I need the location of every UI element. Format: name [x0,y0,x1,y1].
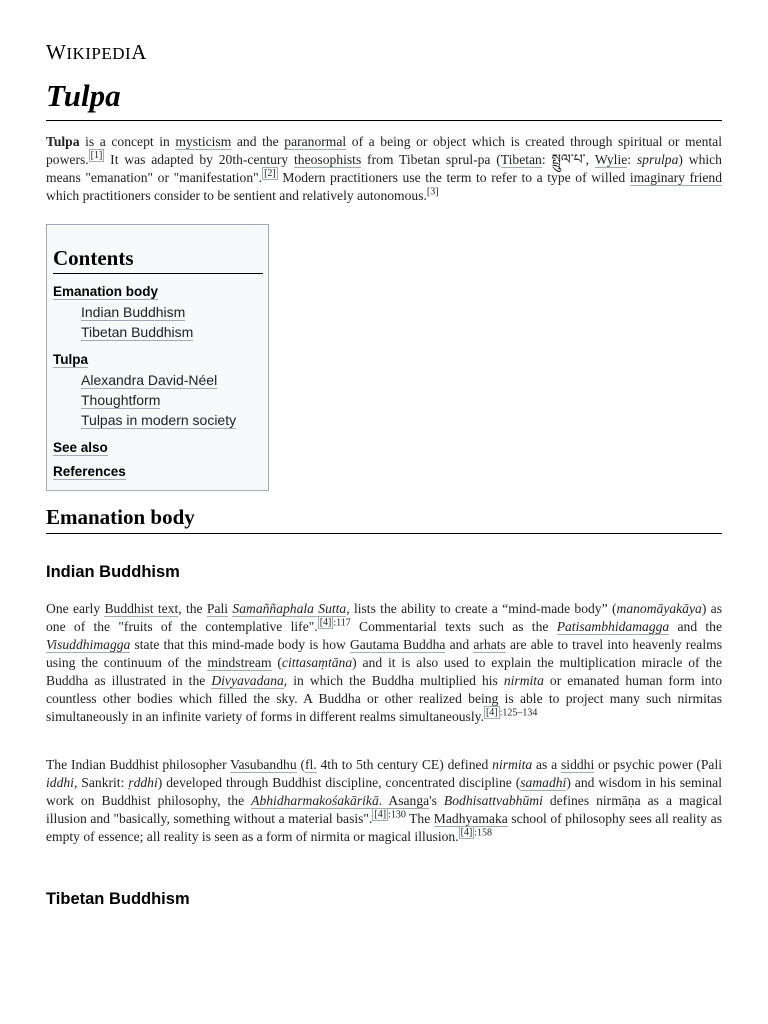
wordmark-initial: W [46,40,67,64]
link-arhats[interactable]: arhats [473,637,506,652]
link-abhidharmakosakarika[interactable]: Abhidharmakośakārikā [251,793,379,808]
link-mindstream[interactable]: mindstream [207,655,272,670]
link-siddhi[interactable]: siddhi [561,757,595,772]
subsection-heading-tibetan-buddhism: Tibetan Buddhism [46,890,190,908]
link-pali[interactable]: Pali [206,601,229,616]
toc-item-emanation-body[interactable]: Emanation body [53,284,159,299]
link-mysticism[interactable]: mysticism [175,134,232,149]
citation-4b[interactable]: [4] [485,707,498,719]
link-tibetan-language[interactable]: Tibetan [500,152,542,167]
toc-item-see-also[interactable]: See also [53,440,108,455]
wordmark-middle: IKIPEDI [66,44,132,63]
subsection-heading-indian-buddhism: Indian Buddhism [46,563,180,581]
citation-1[interactable]: [1] [90,150,103,162]
link-imaginary-friend[interactable]: imaginary friend [629,170,722,185]
link-asanga[interactable]: Asanga [388,793,430,808]
link-theosophists[interactable]: theosophists [294,152,362,167]
table-of-contents [46,224,269,491]
link-samadhi[interactable]: samadhi [520,775,567,790]
page-title: Tulpa [46,76,722,121]
link-paranormal[interactable]: paranormal [284,134,347,149]
toc-heading: Contents [53,245,263,274]
toc-item-thoughtform[interactable]: Thoughtform [81,392,161,408]
link-patisambhidamagga[interactable]: Patisambhidamagga [556,619,670,634]
toc-item-alexandra-david-neel[interactable]: Alexandra David-Néel [81,372,218,388]
link-samannaphala-sutta[interactable]: Samaññaphala Sutta [232,601,347,616]
wordmark-final: A [131,40,147,64]
tibetan-script: སྤྲུལ་པ་ [551,152,586,168]
citation-2[interactable]: [2] [264,168,276,180]
section-heading-emanation-body: Emanation body [46,504,722,534]
link-madhyamaka[interactable]: Madhyamaka [433,811,508,826]
wikipedia-wordmark[interactable] [46,40,147,65]
toc-item-indian-buddhism[interactable]: Indian Buddhism [81,304,186,320]
toc-item-tibetan-buddhism[interactable]: Tibetan Buddhism [81,324,194,340]
paragraph-indian-2: The Indian Buddhist philosopher Vasubandhu (fl. 4th to 5th century CE) defined nirmita as a siddhi or psychic power (Pali iddhi, Sankrit: ṛddhi) developed through Buddhist discipline, concentrated discipline (samadhi) and wisdom in his seminal work on Buddhist philosophy, the Abhidharmakośakārikā. Asanga's Bodhisattvabhūmi defines nirmāṇa as a magical illusion and "basically, something without a material basis". $^{[4] :130}$ The Madhyamaka school of philosophy sees all reality as empty of essence; all reality is seen as a form of nirmita or magical illusion. $^{[4] :158}$ [46,757,723,844]
intro-paragraph: Tulpa is a concept in mysticism and the paranormal of a being or object which is created through spiritual or mental powers. [1] It was adapted by 20th-century theosophists from Tibetan sprul-pa (Tibetan: སྤྲུལ་པ་, Wylie: sprulpa) which means "emanation" or "manifestation". [2] Modern practitioners use the term to refer to a type of willed imaginary friend which practitioners consider to be sentient and relatively autonomous.[3] [46,134,722,203]
citation-3[interactable]: [3] [426,186,439,198]
toc-item-tulpa[interactable]: Tulpa [53,352,88,367]
citation-4c[interactable]: [4] [374,809,387,821]
link-wylie[interactable]: Wylie [594,152,628,167]
citation-4d[interactable]: [4] [460,827,473,839]
link-gautama-buddha[interactable]: Gautama Buddha [349,637,446,652]
paragraph-indian-1: One early Buddhist text, the Pali Samaññaphala Sutta, lists the ability to create a “mind-made body” (manomāyakāya) as one of the "fruits of the contemplative life". $^{[4] :117}$ Commentarial texts such as the Patisambhidamagga and the Visuddhimagga state that this mind-made body is how Gautama Buddha and arhats are able to travel into heavenly realms using the continuum of the mindstream (cittasaṃtāna) and it is also used to explain the multiplication miracle of the Buddha as illustrated in the Divyavadana, in which the Buddha multiplied his nirmita or emanated human form into countless other bodies which filled the sky. A Buddha or other realized being is able to project many such nirmitas simultaneously in an infinite variety of forms in different realms simultaneously. $^{[4] :125-134}$ [46,601,722,724]
subject-bold: Tulpa [46,134,80,149]
toc-item-tulpas-modern-society[interactable]: Tulpas in modern society [81,412,237,428]
link-visuddhimagga[interactable]: Visuddhimagga [46,637,131,652]
citation-4a[interactable]: [4] [319,617,332,629]
link-vasubandhu[interactable]: Vasubandhu [230,757,297,772]
link-buddhist-text[interactable]: Buddhist text [104,601,179,616]
link-floruit[interactable]: fl. [304,757,317,772]
link-divyavadana[interactable]: Divyavadana [211,673,284,688]
toc-item-references[interactable]: References [53,464,126,479]
